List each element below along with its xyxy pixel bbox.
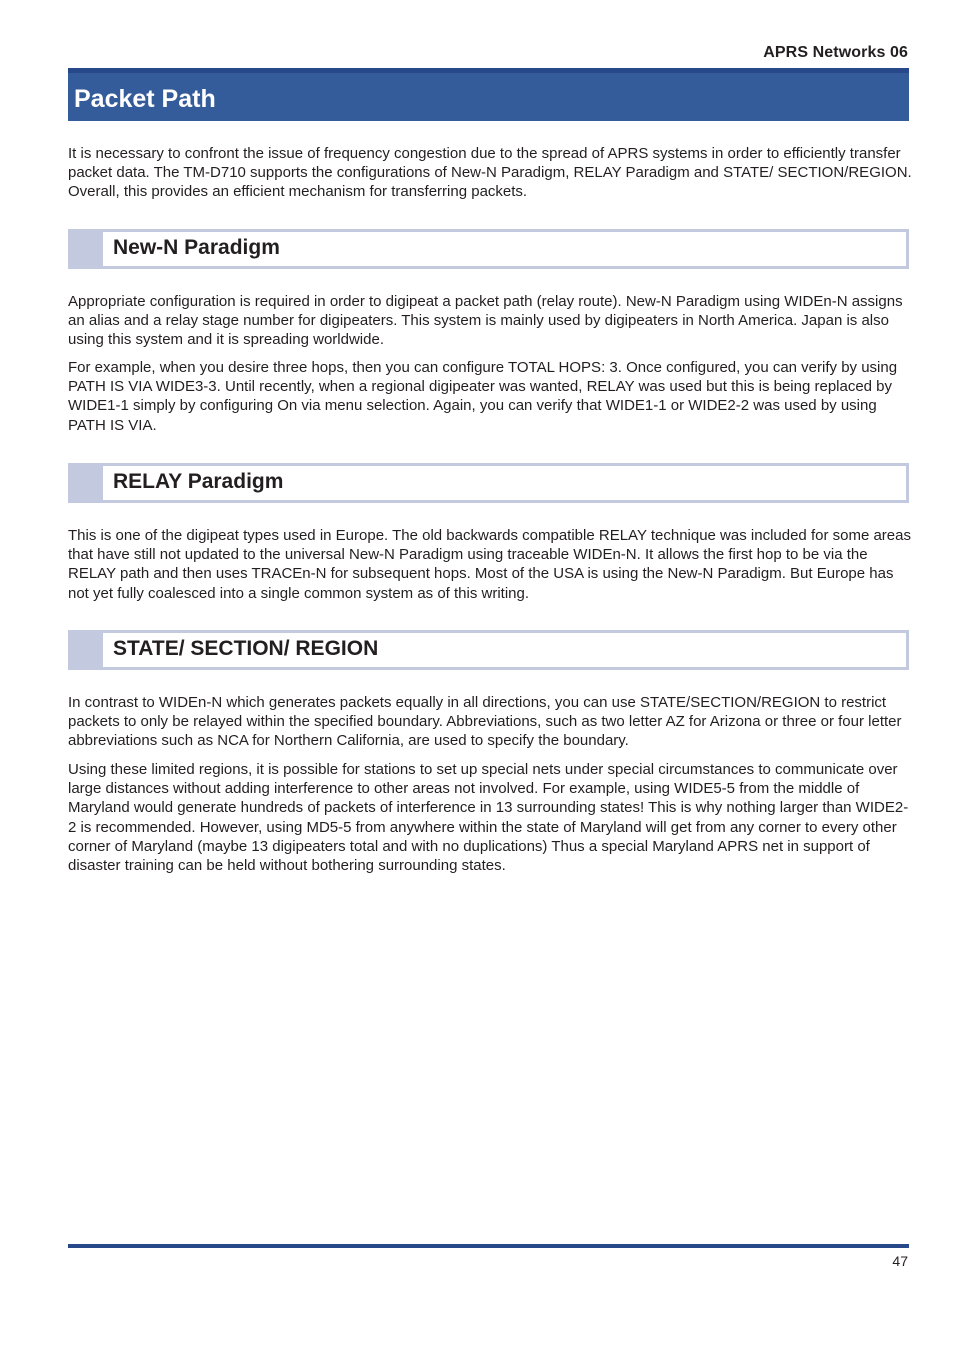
new-n-paragraph-2: For example, when you desire three hops, then you can configure TOTAL HOPS: 3. Once configured, you can verify by using PATH IS VIA WIDE3-3. Until recently, when a regional digipeater was wanted, RELAY was used but this is being replaced by WIDE1-1 simply by configuring On via menu selection. Again, you can verify that WIDE1-1 or WIDE2-2 was used by using PATH IS VIA.: [68, 359, 898, 434]
region-paragraph-1: In contrast to WIDEn-N which generates packets equally in all directions, you can use STATE/SECTION/REGION to restrict packets to only be relayed within the specified boundary. Abbreviations, such as two letter AZ for Arizona or three or four letter abbreviations such as NCA for Northern California, are used to specify the boundary.: [68, 694, 902, 750]
intro-paragraph: It is necessary to confront the issue of frequency congestion due to the spread of APRS systems in order to efficiently transfer packet data. The TM-D710 supports the configurations of New-N Paradigm, RELAY Paradigm and STATE/ SECTION/REGION. Overall, this provides an efficient mechanism for transferring packets.: [68, 145, 912, 201]
region-paragraph-2: Using these limited regions, it is possible for stations to set up special nets under special circumstances to communicate over large distances without adding interference to other areas not involved. For example, using WIDE5-5 from the middle of Maryland would generate hundreds of packets of interference in 13 surrounding states! This is why nothing larger than WIDE2-2 is recommended. However, using MD5-5 from anywhere within the state of Maryland will get from any corner to every other corner of Maryland (maybe 13 digipeaters total and with no duplications) Thus a special Maryland APRS net in support of disaster training can be held without bothering surrounding states.: [68, 761, 909, 875]
page-title-bar: [68, 68, 909, 121]
section-heading-state-section-region: [68, 630, 909, 670]
section-heading-text: RELAY Paradigm: [113, 470, 284, 493]
page-number: 47: [892, 1253, 908, 1269]
section-heading-text: STATE/ SECTION/ REGION: [113, 637, 379, 660]
running-head: APRS Networks 06: [763, 44, 908, 61]
page-title: Packet Path: [74, 85, 216, 113]
footer-rule: [68, 1244, 909, 1248]
section-heading-text: New-N Paradigm: [113, 236, 280, 259]
section-heading-new-n-paradigm: [68, 229, 909, 269]
section-heading-relay-paradigm: [68, 463, 909, 503]
relay-paragraph-1: This is one of the digipeat types used in Europe. The old backwards compatible RELAY technique was included for some areas that have still not updated to the universal New-N Paradigm using traceable WIDEn-N. It allows the first hop to be via the RELAY path and then uses TRACEn-N for subsequent hops. Most of the USA is using the New-N Paradigm. But Europe has not yet fully coalesced into a single common system as of this writing.: [68, 527, 911, 602]
new-n-paragraph-1: Appropriate configuration is required in order to digipeat a packet path (relay route). New-N Paradigm using WIDEn-N assigns an alias and a relay stage number for digipeaters. This system is mainly used by digipeaters in North America. Japan is also using this system and it is spreading worldwide.: [68, 293, 903, 349]
